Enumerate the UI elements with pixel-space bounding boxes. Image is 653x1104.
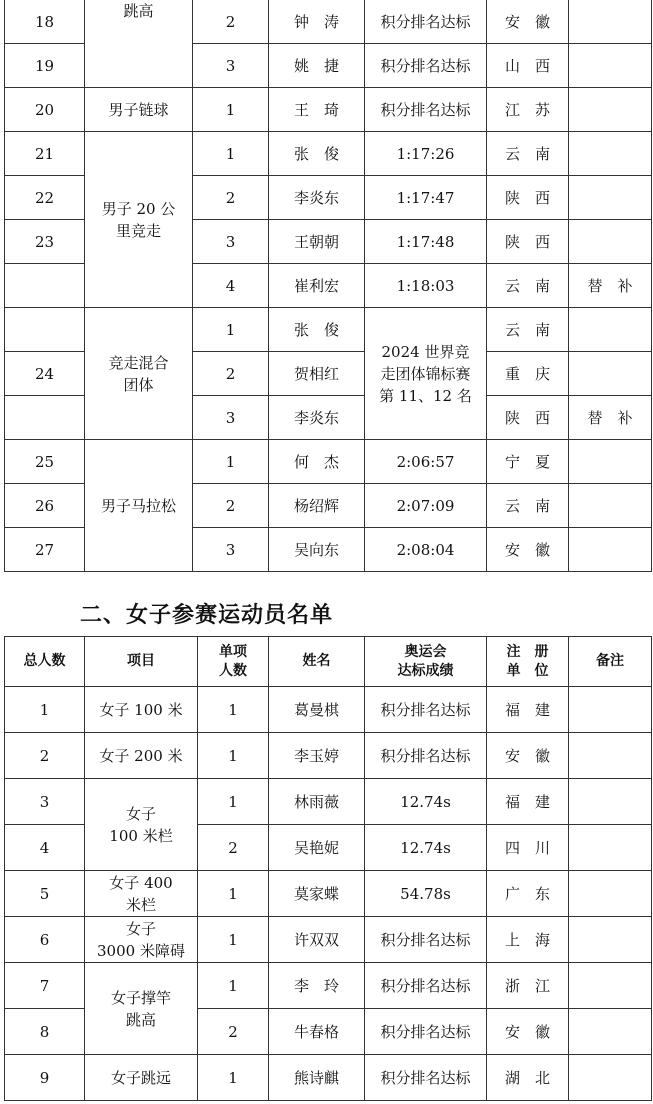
- qualifying-result: 1:17:47: [365, 176, 487, 220]
- athlete-name: 李玉婷: [269, 733, 365, 779]
- total-no: 1: [5, 687, 85, 733]
- event-cell: 女子跳远: [85, 1055, 198, 1101]
- event-count: 2: [198, 825, 269, 871]
- registered-unit: 云 南: [487, 132, 569, 176]
- qualifying-result: 积分排名达标: [365, 1009, 487, 1055]
- qualifying-result: 积分排名达标: [365, 1055, 487, 1101]
- event-cell: 男子链球: [85, 88, 193, 132]
- athlete-name: 李炎东: [269, 176, 365, 220]
- event-count: 1: [198, 963, 269, 1009]
- athlete-name: 牛春格: [269, 1009, 365, 1055]
- total-no: 22: [5, 176, 85, 220]
- athlete-name: 林雨薇: [269, 779, 365, 825]
- header-total: 总人数: [5, 637, 85, 687]
- event-cell: 竞走混合 团体: [85, 308, 193, 440]
- remark: [569, 484, 652, 528]
- event-count: 1: [198, 1055, 269, 1101]
- total-no: 7: [5, 963, 85, 1009]
- event-count: 1: [193, 132, 269, 176]
- table-header-row: [5, 637, 652, 687]
- remark: 替 补: [569, 264, 652, 308]
- registered-unit: 湖 北: [487, 1055, 569, 1101]
- header-name: 姓名: [269, 637, 365, 687]
- qualifying-result: 1:17:48: [365, 220, 487, 264]
- qualifying-result: 2:07:09: [365, 484, 487, 528]
- total-no: 21: [5, 132, 85, 176]
- qualifying-result: 12.74s: [365, 779, 487, 825]
- qualifying-result: 2:08:04: [365, 528, 487, 572]
- table-row: [5, 308, 652, 352]
- remark: [569, 44, 652, 88]
- total-no: 24: [5, 352, 85, 396]
- event-cell: 女子 100 米栏: [85, 779, 198, 871]
- event-count: 2: [193, 352, 269, 396]
- total-no: 8: [5, 1009, 85, 1055]
- remark: [569, 528, 652, 572]
- remark: [569, 733, 652, 779]
- athlete-name: 许双双: [269, 917, 365, 963]
- event-count: 1: [198, 779, 269, 825]
- registered-unit: 陕 西: [487, 396, 569, 440]
- total-no: 2: [5, 733, 85, 779]
- women-athletes-table: [4, 636, 652, 1101]
- registered-unit: 上 海: [487, 917, 569, 963]
- registered-unit: 陕 西: [487, 220, 569, 264]
- event-cell: 男子 20 公 里竞走: [85, 132, 193, 308]
- athlete-name: 李 玲: [269, 963, 365, 1009]
- table-row: [5, 0, 652, 44]
- header-result: 奥运会 达标成绩: [365, 637, 487, 687]
- registered-unit: 安 徽: [487, 528, 569, 572]
- athlete-name: 钟 涛: [269, 0, 365, 44]
- event-cell: [85, 0, 193, 88]
- athlete-name: 王 琦: [269, 88, 365, 132]
- event-count: 1: [198, 733, 269, 779]
- event-count: 3: [193, 528, 269, 572]
- qualifying-result: 积分排名达标: [365, 0, 487, 44]
- athlete-name: 吴向东: [269, 528, 365, 572]
- athlete-name: 张 俊: [269, 308, 365, 352]
- event-count: 3: [193, 220, 269, 264]
- registered-unit: 山 西: [487, 44, 569, 88]
- total-no: 19: [5, 44, 85, 88]
- qualifying-result: 2:06:57: [365, 440, 487, 484]
- section-title: 二、女子参赛运动员名单: [80, 603, 334, 628]
- remark: [569, 308, 652, 352]
- athlete-name: 李炎东: [269, 396, 365, 440]
- registered-unit: 陕 西: [487, 176, 569, 220]
- event-count: 1: [193, 88, 269, 132]
- remark: [569, 132, 652, 176]
- men-athletes-table: [4, 0, 652, 572]
- registered-unit: 安 徽: [487, 0, 569, 44]
- athlete-name: 熊诗麒: [269, 1055, 365, 1101]
- table-row: [5, 88, 652, 132]
- header-unit: 注 册 单 位: [487, 637, 569, 687]
- qualifying-result: 1:18:03: [365, 264, 487, 308]
- qualifying-result: 积分排名达标: [365, 917, 487, 963]
- registered-unit: 安 徽: [487, 1009, 569, 1055]
- registered-unit: 宁 夏: [487, 440, 569, 484]
- total-no: 26: [5, 484, 85, 528]
- qualifying-result: 积分排名达标: [365, 44, 487, 88]
- table-row: [5, 733, 652, 779]
- athlete-name: 莫家蝶: [269, 871, 365, 917]
- remark: [569, 963, 652, 1009]
- remark: [569, 220, 652, 264]
- qualifying-result: 1:17:26: [365, 132, 487, 176]
- event-count: 1: [193, 440, 269, 484]
- event-count: 1: [198, 687, 269, 733]
- qualifying-result: 2024 世界竞 走团体锦标赛 第 11、12 名: [365, 308, 487, 440]
- remark: [569, 779, 652, 825]
- qualifying-result: 积分排名达标: [365, 963, 487, 1009]
- qualifying-result: 12.74s: [365, 825, 487, 871]
- remark: [569, 1055, 652, 1101]
- total-no: 3: [5, 779, 85, 825]
- registered-unit: 重 庆: [487, 352, 569, 396]
- total-no: [5, 264, 85, 308]
- remark: [569, 88, 652, 132]
- total-no: 4: [5, 825, 85, 871]
- registered-unit: 浙 江: [487, 963, 569, 1009]
- registered-unit: 安 徽: [487, 733, 569, 779]
- remark: [569, 825, 652, 871]
- table-row: [5, 871, 652, 917]
- event-cell: 女子撑竿 跳高: [85, 963, 198, 1055]
- header-note: 备注: [569, 637, 652, 687]
- remark: [569, 0, 652, 44]
- event-count: 2: [198, 1009, 269, 1055]
- athlete-name: 崔利宏: [269, 264, 365, 308]
- registered-unit: 江 苏: [487, 88, 569, 132]
- event-count: 1: [198, 917, 269, 963]
- remark: [569, 1009, 652, 1055]
- event-count: 4: [193, 264, 269, 308]
- table-row: [5, 440, 652, 484]
- athlete-name: 张 俊: [269, 132, 365, 176]
- athlete-name: 何 杰: [269, 440, 365, 484]
- table-row: [5, 963, 652, 1009]
- table-row: [5, 132, 652, 176]
- qualifying-result: 积分排名达标: [365, 88, 487, 132]
- total-no: 9: [5, 1055, 85, 1101]
- remark: [569, 440, 652, 484]
- athlete-name: 姚 捷: [269, 44, 365, 88]
- total-no: 23: [5, 220, 85, 264]
- remark: 替 补: [569, 396, 652, 440]
- header-count: 单项 人数: [198, 637, 269, 687]
- event-count: 1: [198, 871, 269, 917]
- total-no: 20: [5, 88, 85, 132]
- table-row: [5, 1055, 652, 1101]
- registered-unit: 云 南: [487, 484, 569, 528]
- event-count: 3: [193, 44, 269, 88]
- registered-unit: 云 南: [487, 308, 569, 352]
- remark: [569, 352, 652, 396]
- total-no: 6: [5, 917, 85, 963]
- event-cell: 女子 200 米: [85, 733, 198, 779]
- registered-unit: 广 东: [487, 871, 569, 917]
- remark: [569, 176, 652, 220]
- event-cell: 女子 3000 米障碍: [85, 917, 198, 963]
- total-no: [5, 308, 85, 352]
- table-row: [5, 779, 652, 825]
- total-no: 5: [5, 871, 85, 917]
- event-cell: 男子马拉松: [85, 440, 193, 572]
- athlete-name: 杨绍辉: [269, 484, 365, 528]
- athlete-name: 吴艳妮: [269, 825, 365, 871]
- athlete-name: 贺相红: [269, 352, 365, 396]
- registered-unit: 福 建: [487, 687, 569, 733]
- remark: [569, 871, 652, 917]
- event-count: 2: [193, 0, 269, 44]
- qualifying-result: 54.78s: [365, 871, 487, 917]
- event-count: 2: [193, 484, 269, 528]
- event-cell: 女子 100 米: [85, 687, 198, 733]
- event-cell: 女子 400 米栏: [85, 871, 198, 917]
- registered-unit: 云 南: [487, 264, 569, 308]
- athlete-name: 王朝朝: [269, 220, 365, 264]
- header-event: 项目: [85, 637, 198, 687]
- qualifying-result: 积分排名达标: [365, 733, 487, 779]
- table-row: [5, 917, 652, 963]
- registered-unit: 四 川: [487, 825, 569, 871]
- total-no: 25: [5, 440, 85, 484]
- registered-unit: 福 建: [487, 779, 569, 825]
- athlete-name: 葛曼棋: [269, 687, 365, 733]
- total-no: [5, 396, 85, 440]
- event-count: 1: [193, 308, 269, 352]
- remark: [569, 917, 652, 963]
- table-row: [5, 687, 652, 733]
- total-no: 18: [5, 0, 85, 44]
- total-no: 27: [5, 528, 85, 572]
- event-label: 跳高: [123, 2, 154, 20]
- qualifying-result: 积分排名达标: [365, 687, 487, 733]
- event-count: 2: [193, 176, 269, 220]
- event-count: 3: [193, 396, 269, 440]
- remark: [569, 687, 652, 733]
